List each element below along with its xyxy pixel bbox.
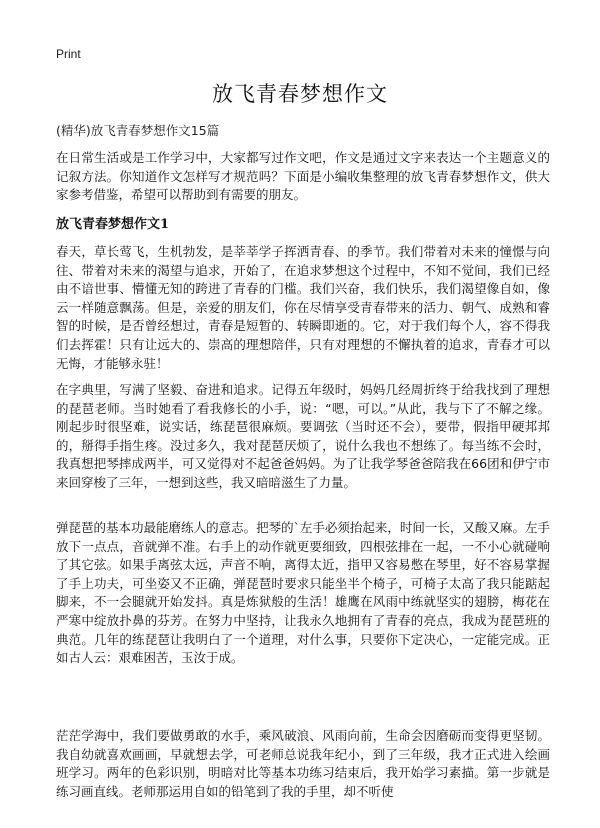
body-paragraph-4: 茫茫学海中，我们要做勇敢的水手，乘风破浪、风雨向前，生命会因磨砺而变得更坚韧。我自幼就喜欢画画，早就想去学，可老师总说我年纪小，到了三年级，我才正式进入绘画班学习。两年的色彩识别，明暗对比等基本功练习结束后，我开始学习素描。第一步就是练习画直线。老师那运用自如的铅笔到了我的手里，却不听使 — [56, 728, 550, 799]
print-label: Print — [56, 47, 81, 61]
document-subtitle: (精华)放飞青春梦想作文15篇 — [56, 123, 220, 138]
section-heading: 放飞青春梦想作文1 — [56, 217, 170, 232]
body-paragraph-3: 弹琵琶的基本功最能磨练人的意志。把琴的`左手必须抬起来，时间一长，又酸又麻。左手放下一点点，音就弹不准。右手上的动作就更要细致，四根弦排在一起，一不小心就碰响了其它弦。如果手离弦太远，声音不响，离得太近，指甲又容易憋在琴里，好不容易掌握了手上功夫，可坐姿又不正确，弹琵琶时要求只能坐半个椅子，可椅子太高了我只能踮起脚来，不一会腿就开始发抖。真是炼狱般的生活！雄鹰在风雨中练就坚实的翅膀，梅花在严寒中绽放扑鼻的芬芳。在努力中坚持，让我永久地拥有了青春的亮点，我成为琵琶班的典范。几年的练琵琶让我明白了一个道理，对什么事，只要你下定决心，一定能完成。正如古人云：艰难困苦，玉汝于成。 — [56, 520, 550, 666]
intro-paragraph: 在日常生活或是工作学习中，大家都写过作文吧，作文是通过文字来表达一个主题意义的记叙方法。你知道作文怎样写才规范吗？下面是小编收集整理的放飞青春梦想作文，供大家参考借鉴，希望可以帮助到有需要的朋友。 — [56, 150, 550, 203]
page-title: 放飞青春梦想作文 — [212, 82, 388, 106]
body-paragraph-1: 春天，草长莺飞，生机勃发，是莘莘学子挥洒青春、的季节。我们带着对未来的憧憬与向往、带着对未来的渴望与追求，开始了，在追求梦想这个过程中，不知不觉间，我们已经由不谙世事、懵懂无知的跨进了青春的门槛。我们兴奋，我们快乐，我们渴望像自如，像云一样随意飘荡。但是，亲爱的朋友们，你在尽情享受青春带来的活力、朝气、成熟和睿智的时候，是否曾经想过，青春是短暂的、转瞬即逝的。它，对于我们每个人，容不得我们去挥霍！只有让远大的、崇高的理想陪伴，只有对理想的不懈执着的追求，青春才可以无悔，才能够永驻！ — [56, 244, 550, 371]
body-paragraph-2: 在字典里，写满了坚毅、奋进和追求。记得五年级时，妈妈几经周折终于给我找到了理想的琵琶老师。当时她看了看我修长的小手，说：“嗯，可以。”从此，我与下了不解之缘。刚起步时很坚难，说实话，练琵琶很麻烦。要调弦（当时还不会），要带，假指甲硬邦邦的，掰得手指生疼。没过多久，我对琵琶厌烦了，说什么我也不想练了。每当练不会时，我真想把琴摔成两半，可又觉得对不起爸爸妈妈。为了让我学琴爸爸陪我在66团和伊宁市来回穿梭了三年，一想到这些，我又暗暗滋生了力量。 — [56, 382, 550, 490]
